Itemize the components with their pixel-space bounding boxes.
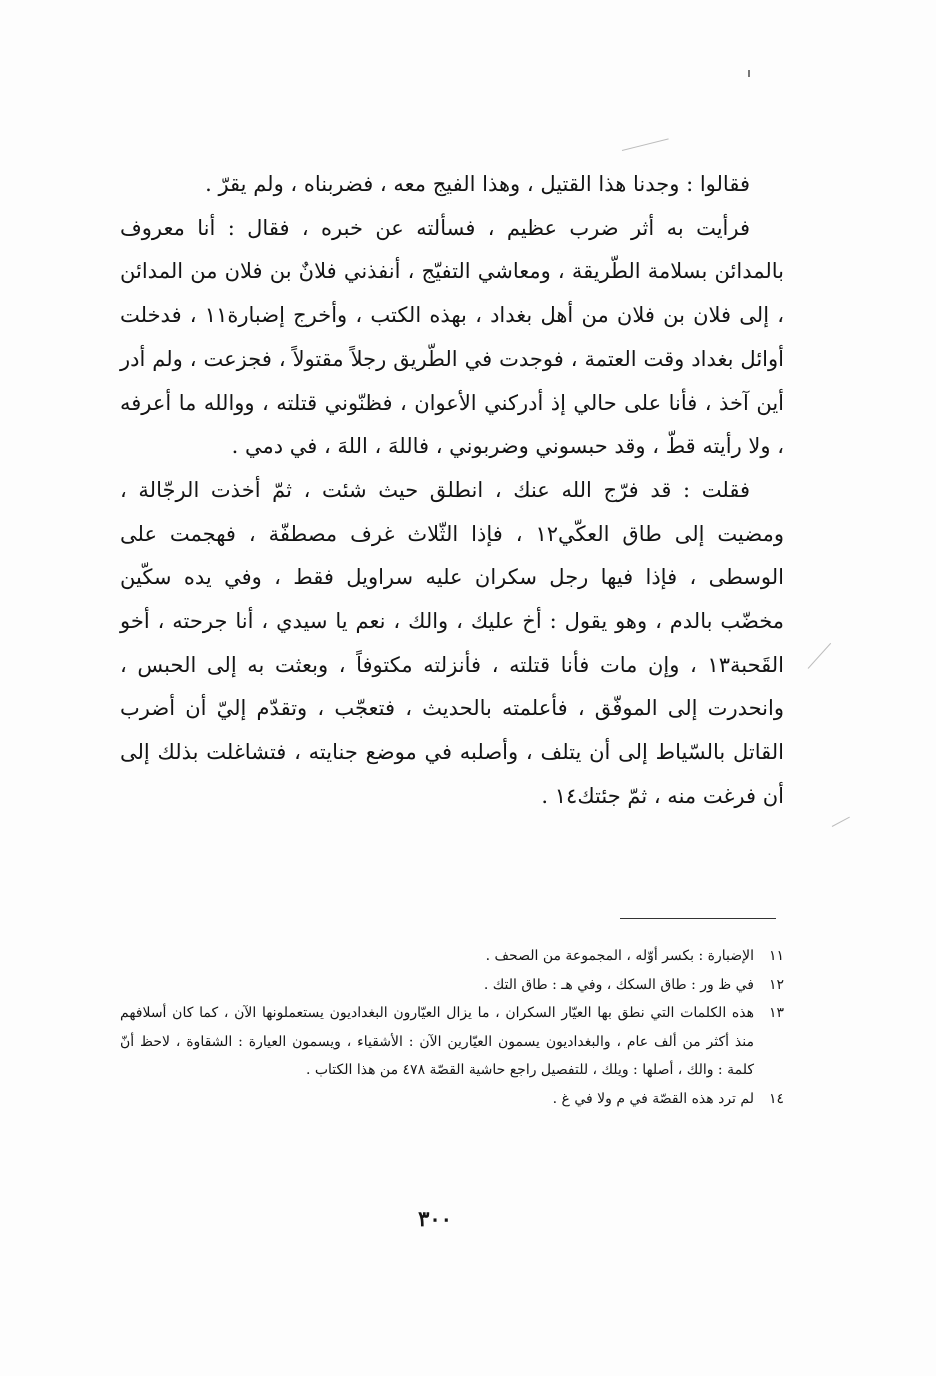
scan-speck	[748, 70, 750, 77]
body-paragraph: فقالوا : وجدنا هذا القتيل ، وهذا الفيج معه ، فضربناه ، ولم يقرّ .	[205, 172, 750, 196]
scan-stroke	[832, 817, 850, 827]
footnote	[120, 942, 784, 971]
footnote-text: هذه الكلمات التي نطق بها العيّار السكران ، ما يزال العيّارون البغداديون يستعملونها الآن ، كما كان أسلافهم منذ أكثر من ألف عام ، والبغداديون يسمون العيّارين الآن : الأشقياء ، ويسمون العيارة : الشقاوة ، لاحظ أنّ كلمة : والك ، أصلها : ويلك ، للتفصيل راجع حاشية القصّة ٤٧٨ من هذا الكتاب .	[120, 1005, 754, 1079]
body-paragraph: فقلت : قد فرّج الله عنك ، انطلق حيث شئت ، ثمّ أخذت الرجّالة ، ومضيت إلى طاق العكّي١٢ ، فإذا الثّلاث غرف مصطفّة ، فهجمت على الوسطى ، فإذا فيها رجل سكران عليه سراويل فقط ، وفي يده سكّين مخضّب بالدم ، وهو يقول : أخ عليك ، والك ، نعم يا سيدي ، أنا جرحته ، أخو القَحبة١٣ ، وإن مات فأنا قتلته ، فأنزلته مكتوفاً ، وبعثت به إلى الحبس ، وانحدرت إلى الموفّق ، فأعلمته بالحديث ، فتعجّب ، وتقدّم إليّ أن أضرب القاتل بالسّياط إلى أن يتلف ، وأصلبه في موضع جنايته ، فتشاغلت بذلك إلى أن فرغت منه ، ثمّ جئتك١٤ .	[120, 477, 784, 808]
footnote	[120, 1085, 784, 1114]
body-paragraph: فرأيت به أثر ضرب عظيم ، فسألته عن خبره ، فقال : أنا معروف بالمدائن بسلامة الطّريقة ، ومعاشي التفيّج ، أنفذني فلانٌ بن فلان من المدائن ، إلى فلان بن فلان من أهل بغداد ، بهذه الكتب ، وأخرج إضبارة١١ ، فدخلت أوائل بغداد وقت العتمة ، فوجدت في الطّريق رجلاً مقتولاً ، فجزعت ، ولم أدر أين آخذ ، فأنا على حالي إذ أدركني الأعوان ، فظنّوني قتلته ، ووالله ما أعرفه ، ولا رأيته قطّ ، وقد حبسوني وضربوني ، فاللهَ ، اللهَ ، في دمي .	[120, 215, 785, 459]
page-number: ٣٠٠	[418, 1206, 452, 1231]
footnote-text: الإضبارة : بكسر أوّله ، المجموعة من الصحف .	[485, 948, 754, 964]
scan-stroke	[622, 138, 669, 151]
scan-stroke	[808, 643, 831, 669]
footnote-number: ١١	[768, 948, 784, 964]
footnotes	[120, 942, 784, 1114]
body-text	[120, 163, 784, 819]
footnote-number: ١٢	[768, 976, 784, 993]
footnote-text: في ظ ور : طاق السكك ، وفي هـ : طاق التك .	[483, 976, 754, 993]
footnote-number: ١٣	[768, 1005, 784, 1022]
footnote-text: لم ترد هذه القصّة في م ولا في غ .	[552, 1090, 754, 1107]
footnote-number: ١٤	[768, 1090, 784, 1107]
footnote-separator	[620, 918, 776, 919]
footnote	[120, 971, 784, 1000]
footnote	[120, 999, 784, 1085]
